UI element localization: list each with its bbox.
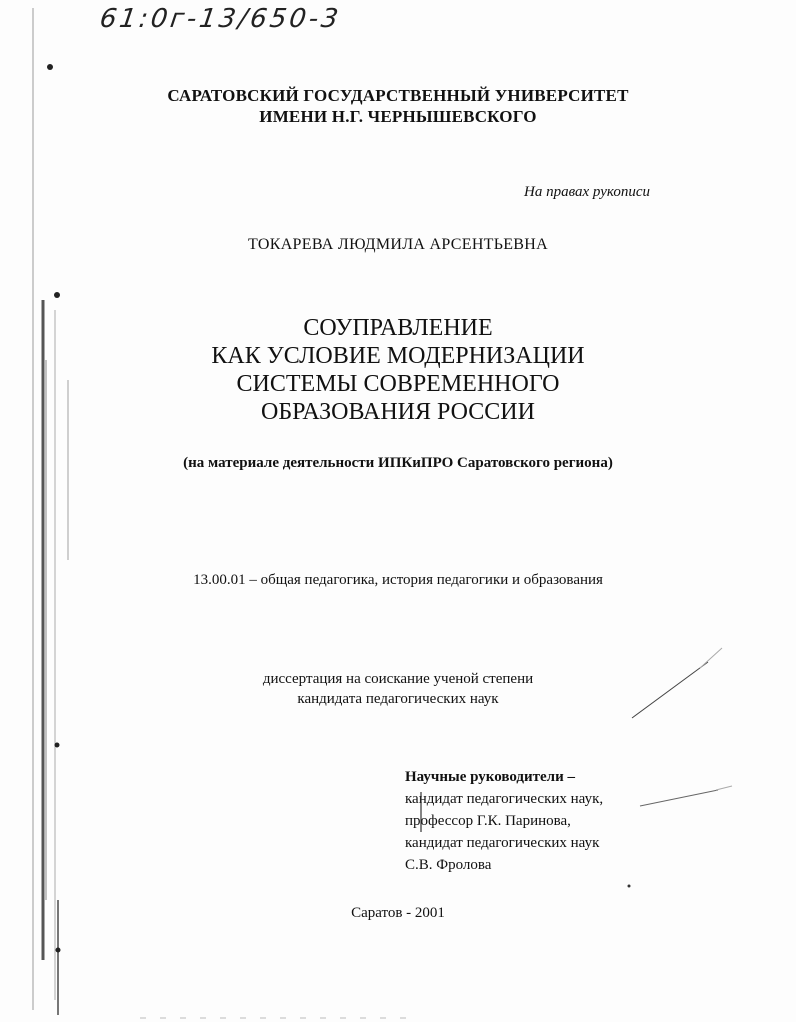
supervisor-line4: С.В. Фролова [405, 857, 492, 873]
handwritten-catalog-code: 61:0г-13/650-3 [97, 4, 343, 34]
scan-edge-artifacts [0, 0, 90, 1022]
supervisor-line3: кандидат педагогических наук [405, 835, 600, 851]
supervisors-heading: Научные руководители – [405, 769, 575, 785]
degree-line2: кандидата педагогических наук [297, 691, 499, 707]
title-line3: СИСТЕМЫ СОВРЕМЕННОГО [236, 371, 560, 397]
title-line2: КАК УСЛОВИЕ МОДЕРНИЗАЦИИ [211, 343, 585, 369]
manuscript-note: На правах рукописи [524, 184, 650, 200]
title-line1: СОУПРАВЛЕНИЕ [303, 315, 493, 341]
city-year: Саратов - 2001 [351, 905, 445, 921]
title-line4: ОБРАЗОВАНИЯ РОССИИ [261, 399, 535, 425]
university-name-line1: САРАТОВСКИЙ ГОСУДАРСТВЕННЫЙ УНИВЕРСИТЕТ [167, 86, 629, 105]
author-name: ТОКАРЕВА ЛЮДМИЛА АРСЕНТЬЕВНА [248, 236, 548, 253]
supervisor-line2: профессор Г.К. Паринова, [405, 813, 571, 829]
supervisors-block [405, 766, 603, 876]
degree-line1: диссертация на соискание ученой степени [262, 671, 534, 687]
university-name-line2: ИМЕНИ Н.Г. ЧЕРНЫШЕВСКОГО [259, 107, 537, 126]
specialty-code: 13.00.01 – общая педагогика, история педагогики и образования [193, 572, 603, 588]
title-subtitle: (на материале деятельности ИПКиПРО Саратовского региона) [183, 455, 613, 471]
supervisor-line1: кандидат педагогических наук, [405, 791, 604, 807]
